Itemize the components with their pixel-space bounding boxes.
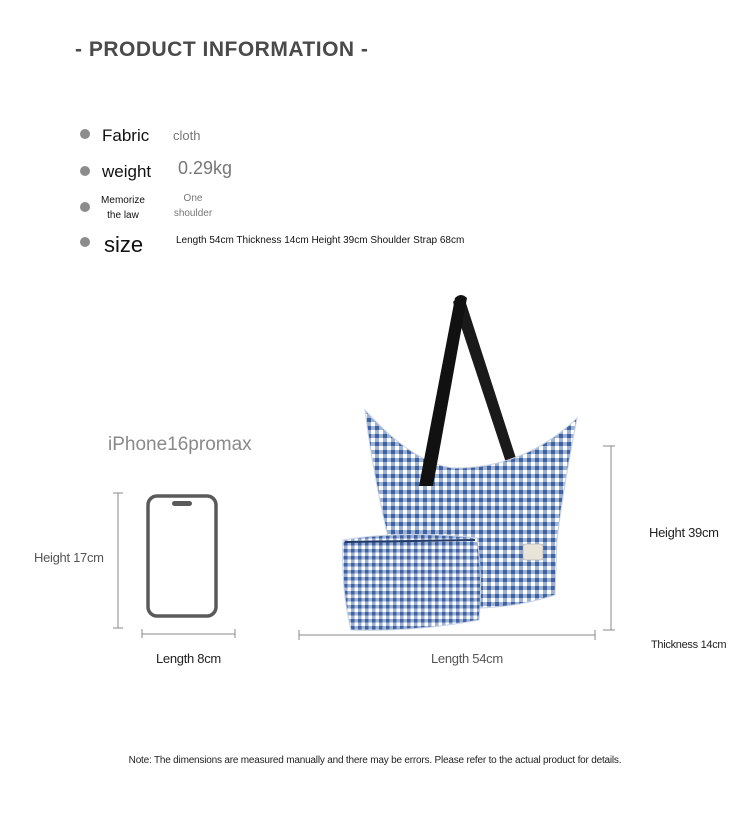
- spec-value-weight: 0.29kg: [178, 158, 233, 178]
- page-title: - PRODUCT INFORMATION -: [75, 38, 369, 61]
- phone-model-label: iPhone16promax: [108, 434, 252, 455]
- bag-thickness-label: Thickness 14cm: [651, 639, 727, 651]
- spec-value-size: Length 54cm Thickness 14cm Height 39cm Shoulder Strap 68cm: [176, 235, 465, 246]
- bag-length-label: Length 54cm: [431, 651, 503, 666]
- bullet-icon: [80, 129, 90, 139]
- spec-label-fabric: Fabric: [102, 126, 150, 145]
- bag-height-label: Height 39cm: [649, 525, 719, 540]
- bullet-icon: [80, 166, 90, 176]
- spec-value-law: [168, 191, 218, 221]
- bullet-icon: [80, 237, 90, 247]
- spec-label-weight: weight: [102, 162, 152, 181]
- spec-value-fabric: cloth: [173, 128, 201, 143]
- bullet-icon: [80, 202, 90, 212]
- spec-label-size: size: [104, 232, 144, 257]
- spec-value-law-line2: shoulder: [173, 208, 213, 219]
- footer-note: Note: The dimensions are measured manually and there may be errors. Please refer to the actual product for details.: [128, 755, 622, 766]
- spec-label-law: [98, 193, 148, 223]
- bag-dimension-lines: [295, 440, 625, 650]
- spec-value-law-line1: One: [183, 193, 203, 204]
- spec-label-law-line2: the law: [107, 210, 139, 221]
- phone-height-label: Height 17cm: [34, 550, 104, 565]
- phone-icon: [148, 496, 216, 616]
- phone-dimension-graphic: [110, 488, 245, 638]
- spec-label-law-line1: Memorize: [101, 195, 145, 206]
- phone-length-label: Length 8cm: [156, 651, 221, 666]
